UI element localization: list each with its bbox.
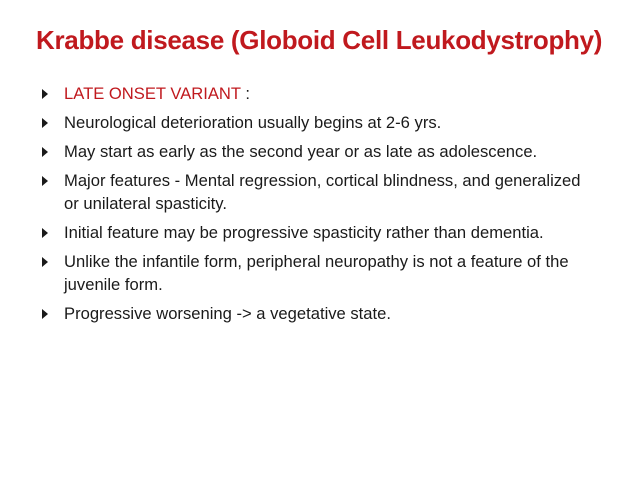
- bullet-item: [42, 169, 592, 215]
- triangle-bullet-icon: [42, 309, 48, 319]
- slide-title: Krabbe disease (Globoid Cell Leukodystrophy): [36, 25, 603, 55]
- bullet-item: [42, 221, 592, 244]
- bullet-text: Major features - Mental regression, cortical blindness, and generalized or unilateral spasticity.: [64, 171, 581, 213]
- bullet-text: Neurological deterioration usually begins at 2-6 yrs.: [64, 113, 442, 132]
- triangle-bullet-icon: [42, 257, 48, 267]
- bullet-text: May start as early as the second year or as late as adolescence.: [64, 142, 538, 161]
- bullet-list: [42, 82, 592, 331]
- bullet-text: :: [240, 84, 250, 103]
- bullet-item: [42, 111, 592, 134]
- bullet-item: [42, 250, 592, 296]
- bullet-highlight: LATE ONSET VARIANT: [64, 84, 241, 103]
- bullet-text: Unlike the infantile form, peripheral neuropathy is not a feature of the juvenile form.: [64, 252, 569, 294]
- bullet-item: [42, 82, 592, 105]
- triangle-bullet-icon: [42, 228, 48, 238]
- bullet-item: [42, 302, 592, 325]
- triangle-bullet-icon: [42, 176, 48, 186]
- triangle-bullet-icon: [42, 118, 48, 128]
- bullet-text: Initial feature may be progressive spasticity rather than dementia.: [64, 223, 544, 242]
- bullet-item: [42, 140, 592, 163]
- triangle-bullet-icon: [42, 147, 48, 157]
- triangle-bullet-icon: [42, 89, 48, 99]
- bullet-text: Progressive worsening -> a vegetative state.: [64, 304, 391, 323]
